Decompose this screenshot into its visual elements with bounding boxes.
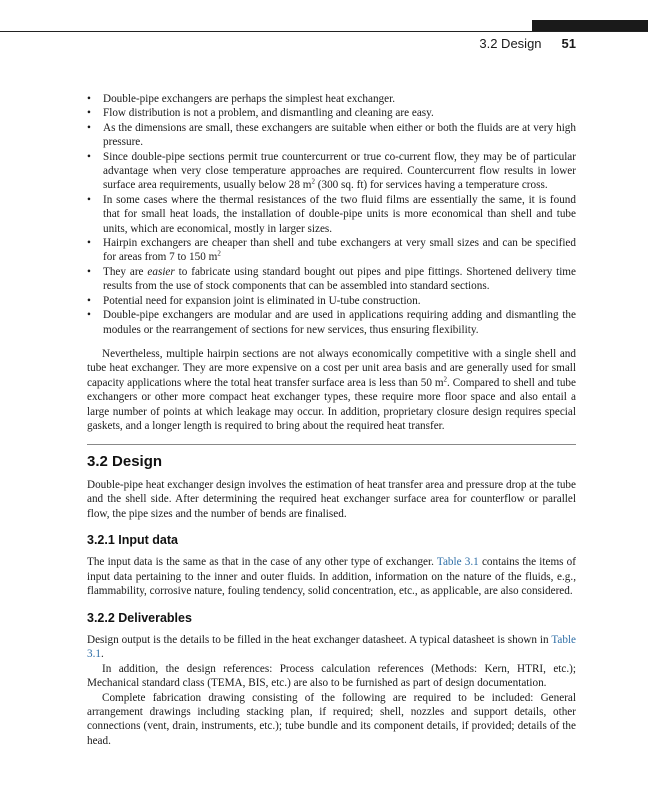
list-item: • In some cases where the thermal resistances of the two fluid films are essentially the same, it is found that for small heat loads, the installation of double-pipe units is more economical than shell and tube units, which are economical, mostly in larger sizes. bbox=[87, 193, 576, 236]
list-item: • Since double-pipe sections permit true countercurrent or true co-current flow, they may be of particular advantage when very close temperature approaches are required. Countercurrent flow results in lower surface area requirements, usually below 28 $m^2$ (300 sq. ft) for services having a temperature cross. bbox=[87, 150, 576, 193]
list-item: • Double-pipe exchangers are modular and are used in applications requiring adding and dismantling the modules or the rearrangement of sections for new services, thus ensuring flexibility. bbox=[87, 308, 576, 337]
list-item: • Potential need for expansion joint is eliminated in U-tube construction. bbox=[87, 294, 576, 308]
design-intro-paragraph: Double-pipe heat exchanger design involves the estimation of heat transfer area and pressure drop at the tube and the shell side. After determining the required heat exchanger surface area for counterflow or parallel flow, the pipe sizes and the number of bends are finalised. bbox=[87, 478, 576, 520]
list-item: • Double-pipe exchangers are perhaps the simplest heat exchanger. bbox=[87, 92, 576, 106]
input-data-paragraph: The input data is the same as that in the case of any other type of exchanger. Table 3.1 contains the items of input data pertaining to the inner and outer fluids. In addition, information on the nature of the fluids, e.g., flammability, corrosive nature, fouling tendency, solid concentration, etc., as applicable, are also considered. bbox=[87, 556, 576, 598]
subsection-heading-input-data: 3.2.1 Input data bbox=[87, 532, 178, 547]
deliverables-paragraph-1: Design output is the details to be filled in the heat exchanger datasheet. A typical datasheet is shown in Table 3.1. bbox=[87, 634, 576, 661]
nevertheless-paragraph: Nevertheless, multiple hairpin sections are not always economically competitive with a single shell and tube heat exchanger. They are more expensive on a cost per unit area basis and are generally used for small capacity applications where the total heat transfer surface area is less than 50 $m^2$. Compared to shell and tube exchangers or other more compact heat exchanger types, these require more floor space and also entail a large number of points at which leakage may occur. In addition, proprietary closure design requires special gaskets, and a longer length is required to bring about the required heat transfer. bbox=[87, 347, 576, 432]
deliverables-paragraph-2: In addition, the design references: Process calculation references (Methods: Kern, HTRI, etc.); Mechanical standard class (TEMA, BIS, etc.) are also to be furnished as part of design documentation. bbox=[87, 662, 576, 690]
section-divider bbox=[87, 444, 576, 445]
list-item: • They are easier to fabricate using standard bought out pipes and pipe fittings. Shortened delivery time results from the use of stock components that can be assembled into standard sections. bbox=[87, 265, 576, 294]
subsection-heading-deliverables: 3.2.2 Deliverables bbox=[87, 610, 192, 625]
running-head-section: 3.2 Design bbox=[479, 36, 542, 51]
header-rule bbox=[0, 31, 648, 32]
page-number: 51 bbox=[561, 36, 576, 51]
list-item: • As the dimensions are small, these exchangers are suitable when either or both the fluids are at very high pressure. bbox=[87, 121, 576, 150]
list-item: • Hairpin exchangers are cheaper than shell and tube exchangers at very small sizes and can be specified for areas from 7 to 150 $m^2$ bbox=[87, 236, 576, 265]
running-head bbox=[0, 36, 576, 51]
deliverables-paragraph-3: Complete fabrication drawing consisting of the following are required to be included: General arrangement drawings including stacking plan, if required; shell, nozzles and support details, other connections (vent, drain, instruments, etc.); tube bundle and its component details, if provided; details of the head. bbox=[87, 691, 576, 747]
page-body bbox=[87, 92, 576, 748]
table-3-1-link[interactable]: Table 3.1 bbox=[87, 634, 576, 661]
section-heading-design: 3.2 Design bbox=[87, 453, 163, 471]
list-item: • Flow distribution is not a problem, and dismantling and cleaning are easy. bbox=[87, 106, 576, 120]
advantages-list bbox=[87, 92, 576, 337]
table-3-1-link[interactable]: Table 3.1 bbox=[436, 556, 479, 569]
